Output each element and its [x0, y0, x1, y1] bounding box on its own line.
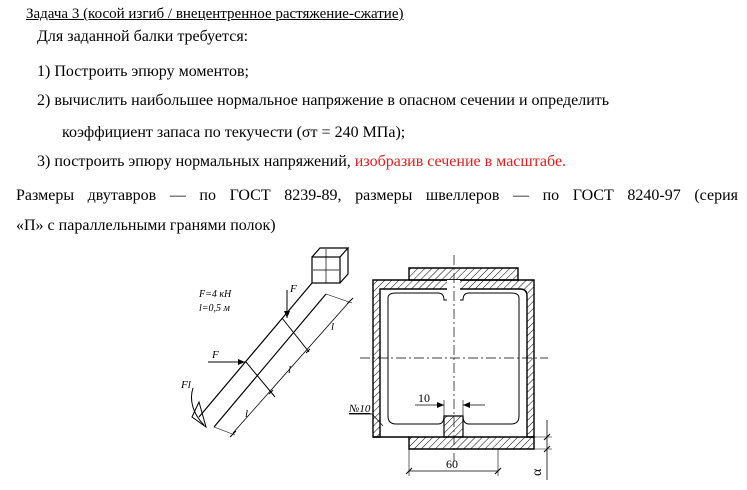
channel-outline [373, 280, 534, 437]
force-label-top: F [290, 283, 297, 295]
gost-note-line-2: «П» с параллельными гранями полок) [16, 217, 276, 234]
beam-diagram [180, 248, 353, 437]
length-label-1: l [245, 408, 249, 420]
dimension-width-label: 60 [446, 457, 458, 471]
force-label-middle: F [212, 349, 219, 361]
task-item-2-line-2: коэффициент запаса по текучести (σт = 240 МПа); [62, 124, 406, 141]
fixed-support [312, 248, 348, 283]
beam-edge-right [214, 294, 326, 427]
given-length-label: l=0,5 м [199, 303, 230, 314]
channel-inner-right-top [460, 293, 519, 300]
task-item-3-text: 3) построить эпюру нормальных напряжений, [37, 153, 351, 170]
task-item-1: 1) Построить эпюру моментов; [37, 63, 249, 80]
length-label-2: l [288, 364, 292, 376]
channel-inner-left-top [388, 293, 447, 300]
length-label-3: l [331, 321, 335, 333]
gost-note-line-1: Размеры двутавров — по ГОСТ 8239-89, размеры швеллеров — по ГОСТ 8240-97 (серия [16, 187, 738, 204]
task-title: Задача 3 (косой изгиб / внецентренное растяжение-сжатие) [26, 6, 404, 22]
bottom-plate [409, 437, 534, 449]
task-item-2-line-1: 2) вычислить наибольшее нормальное напряжение в опасном сечении и определить [37, 92, 610, 109]
moment-triangle [192, 402, 206, 427]
task-intro: Для заданной балки требуется: [37, 28, 249, 45]
beam-division-2 [282, 318, 309, 352]
task-item-3-highlight: изобразив сечение в масштабе [354, 153, 563, 170]
top-flange [409, 268, 518, 280]
task-item-3-period: . [562, 153, 567, 170]
dimension-gap-label: 10 [418, 391, 430, 405]
force-label-bottom: Fl [181, 379, 191, 391]
given-force-label: F=4 кН [199, 289, 232, 300]
moment-arc [191, 388, 204, 425]
cross-section [348, 255, 552, 480]
channel-number-label: №10 [349, 403, 371, 415]
dimension-right-label: α [530, 468, 545, 476]
bottom-web-strip [444, 416, 463, 437]
